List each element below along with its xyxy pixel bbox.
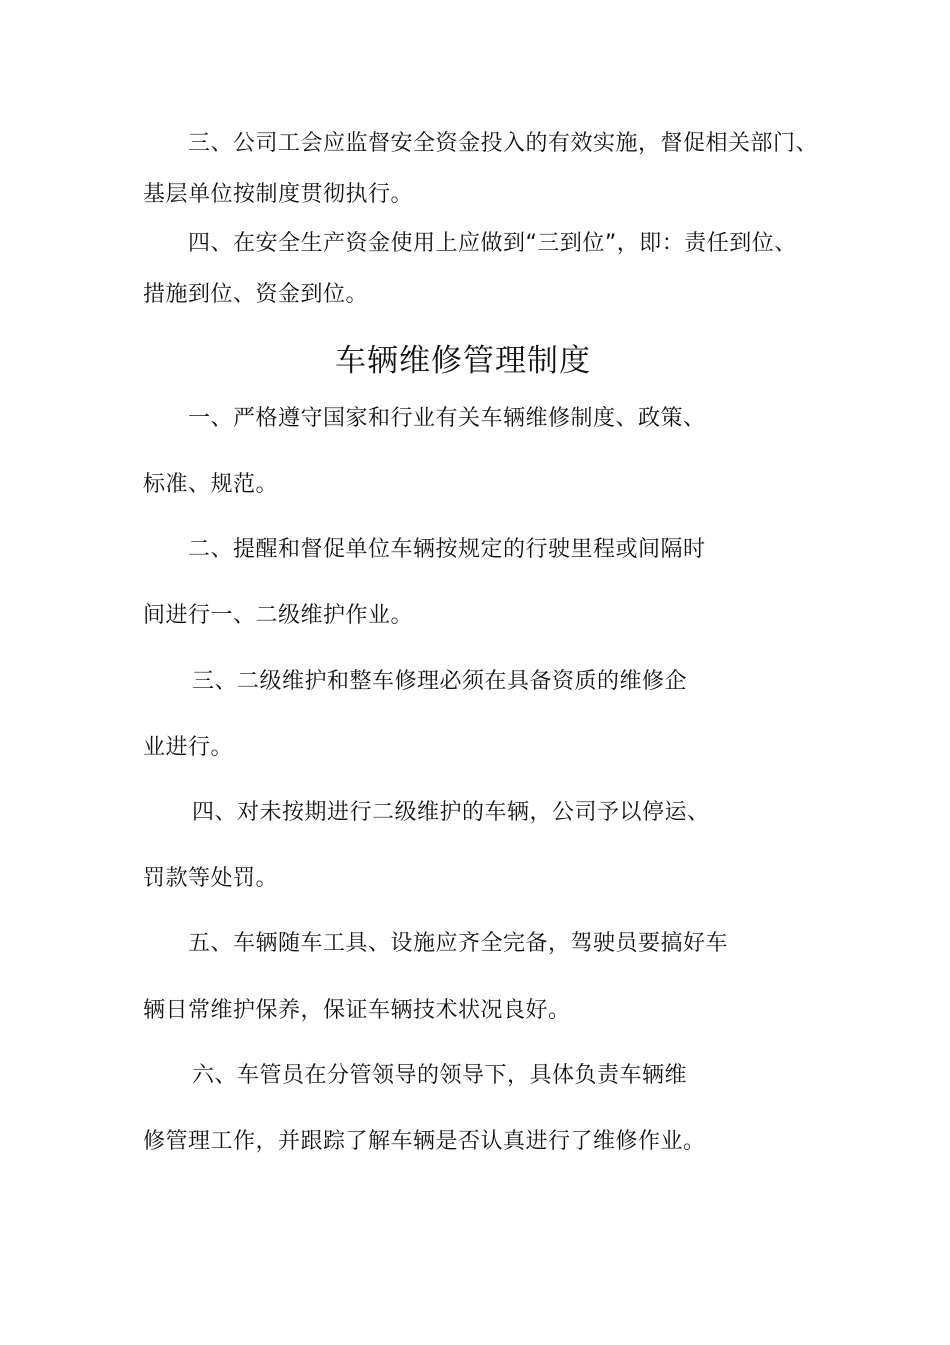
rule-item-1-line-2: 标准、规范。 (143, 472, 279, 497)
prev-item-3-line-1: 三、公司工会应监督安全资金投入的有效实施，督促相关部门、 (188, 131, 819, 156)
section-title: 车辆维修管理制度 (335, 343, 591, 379)
rule-item-3-line-2: 业进行。 (143, 735, 234, 760)
rule-item-5-line-1: 五、车辆随车工具、设施应齐全完备，驾驶员要搞好车 (188, 931, 729, 956)
rule-item-2-line-2: 间进行一、二级维护作业。 (143, 603, 414, 628)
rule-item-1-line-1: 一、严格遵守国家和行业有关车辆维修制度、政策、 (188, 406, 706, 431)
rule-item-4-line-2: 罚款等处罚。 (143, 866, 279, 891)
prev-item-4-line-2: 措施到位、资金到位。 (143, 282, 369, 307)
rule-item-5-line-2: 辆日常维护保养，保证车辆技术状况良好。 (143, 998, 571, 1023)
rule-item-2-line-1: 二、提醒和督促单位车辆按规定的行驶里程或间隔时 (188, 537, 706, 562)
prev-item-3-line-2: 基层单位按制度贯彻执行。 (143, 182, 414, 207)
rule-item-3-line-1: 三、二级维护和整车修理必须在具备资质的维修企 (192, 669, 688, 694)
prev-item-4-line-1: 四、在安全生产资金使用上应做到“三到位”，即：责任到位、 (188, 231, 797, 256)
rule-item-4-line-1: 四、对未按期进行二级维护的车辆，公司予以停运、 (192, 800, 710, 825)
rule-item-6-line-1: 六、车管员在分管领导的领导下，具体负责车辆维 (192, 1063, 688, 1088)
rule-item-6-line-2: 修管理工作，并跟踪了解车辆是否认真进行了维修作业。 (143, 1129, 706, 1154)
